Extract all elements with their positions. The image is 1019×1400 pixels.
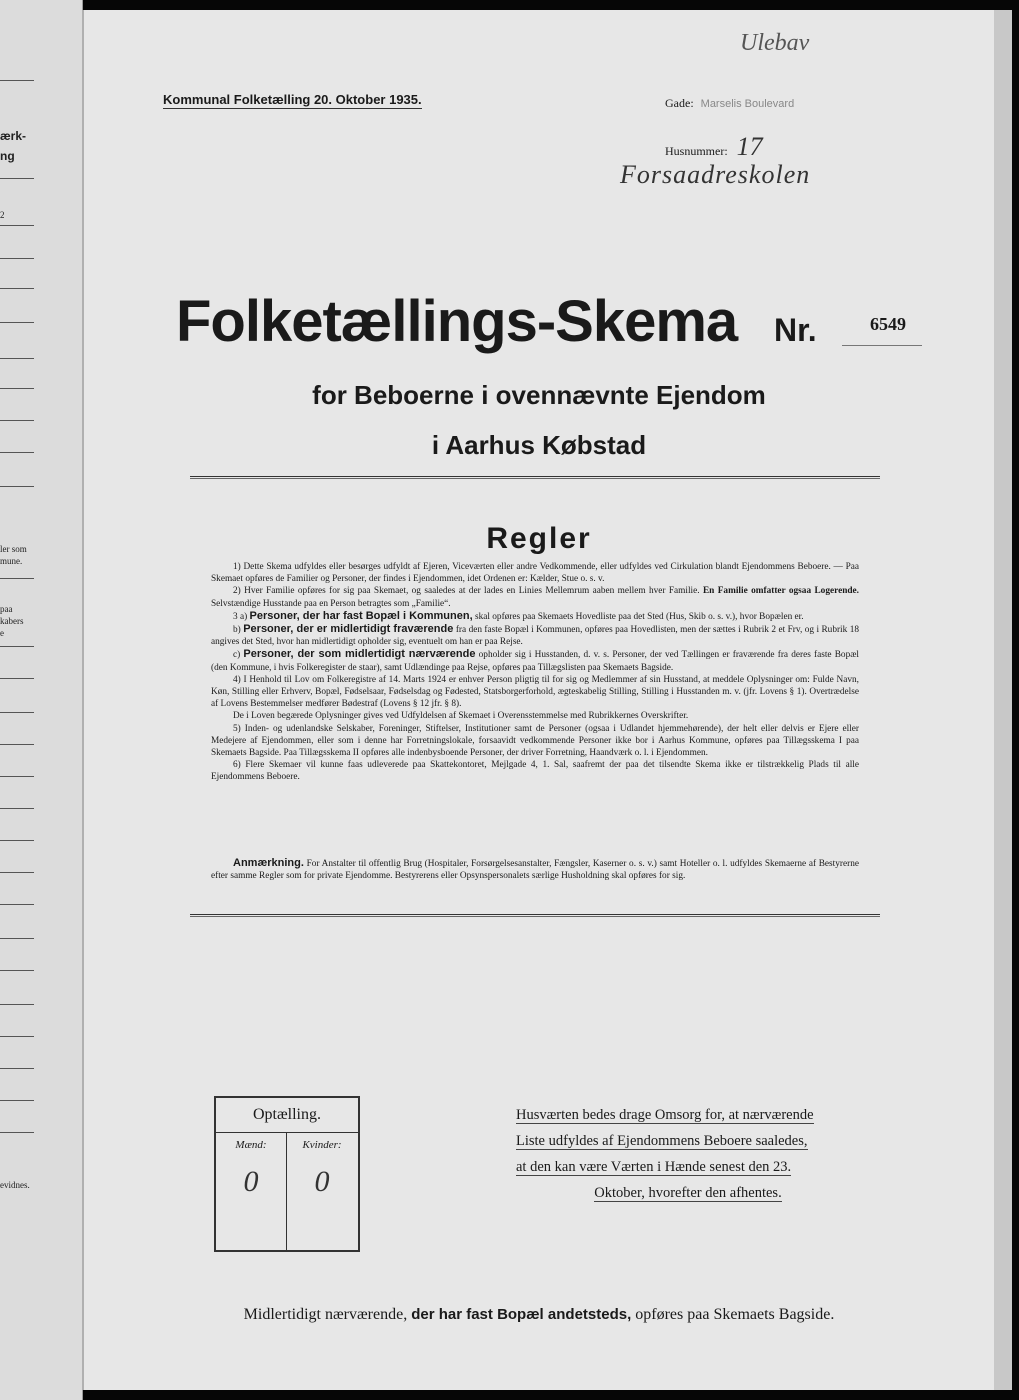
rule-2: 2) Hver Familie opføres for sig paa Skemaet, og saaledes at der lades en Linies Mellemrum aaben mellem hver Familie. En Familie omfatter ogsaa Logerende. Selvstændige Husstande paa en Person betragtes som „Familie“.	[211, 586, 859, 609]
rule-6: 6) Flere Skemaer vil kunne faas udleverede paa Skattekontoret, Mejlgade 4, 1. Sal, saafremt der paa det tilsendte Skema ikke er tilstrækkelig Plads til alle Ejendommens Beboere.	[211, 760, 859, 783]
divider	[0, 712, 34, 713]
left-fragment-text: kabers	[0, 616, 24, 626]
men-label: Mænd:	[235, 1139, 267, 1151]
left-fragment-text: ng	[0, 149, 15, 163]
rules-text	[211, 561, 859, 784]
divider	[0, 578, 34, 579]
remark	[211, 857, 859, 882]
rule-3b: b) Personer, der er midlertidigt fraværende fra den faste Bopæl i Kommunen, opføres paa Hovedlisten, men der sættes i Rubrik 2 et Frv, og i Rubrik 18 angives det Sted, hvor han midlertidigt opholder sig, eventuelt om han er paa Rejse.	[211, 623, 860, 648]
divider	[0, 420, 34, 421]
divider	[0, 225, 34, 226]
divider	[0, 322, 34, 323]
notice-line: at den kan være Værten i Hænde senest den 23.	[516, 1159, 792, 1175]
divider	[0, 872, 34, 873]
remark-heading: Anmærkning.	[233, 857, 304, 869]
divider	[0, 178, 34, 179]
divider	[0, 452, 34, 453]
rule-4b: De i Loven begærede Oplysninger gives ved Udfyldelsen af Skemaet i Overensstemmelse med Rubrikkernes Overskrifter.	[233, 711, 689, 722]
number-line	[842, 345, 922, 346]
divider	[0, 678, 34, 679]
left-fragment-text: ærk-	[0, 129, 27, 143]
footer-note: Midlertidigt nærværende, der har fast Bopæl andetsteds, opføres paa Skemaets Bagside.	[243, 1306, 835, 1323]
divider	[0, 388, 34, 389]
form-number: 6549	[870, 314, 906, 334]
divider	[0, 358, 34, 359]
landlord-notice	[516, 1102, 860, 1206]
house-number-label: Husnummer:	[665, 144, 728, 158]
rule-1: 1) Dette Skema udfyldes eller besørges udfyldt af Ejeren, Viceværten eller andre Vedkommende, eller udfyldes ved Cirkulation blandt Ejendommens Beboere. — Paa Skemaet opføres de Familier og Personer, der findes i Ejendommen, idet Ordenen er: Kælder, Stue o. s. v.	[211, 562, 859, 585]
form-subtitle-1: for Beboerne i ovennævnte Ejendom	[312, 380, 766, 410]
divider	[0, 840, 34, 841]
left-fragment-text: ler som	[0, 544, 27, 554]
house-number-field	[665, 132, 763, 162]
divider	[0, 80, 34, 81]
notice-line: Liste udfyldes af Ejendommens Beboere saaledes,	[516, 1133, 808, 1149]
notice-line: Oktober, hvorefter den afhentes.	[594, 1185, 782, 1201]
left-fragment-text: evidnes.	[0, 1180, 30, 1190]
census-header: Kommunal Folketælling 20. Oktober 1935.	[163, 92, 422, 107]
rule-3a: 3 a) Personer, der har fast Bopæl i Kommunen, skal opføres paa Skemaets Hovedliste paa det Sted (Hus, Skib o. s. v.), hvor Bopælen er.	[233, 609, 804, 622]
left-page-fragment	[0, 0, 83, 1400]
census-form-page	[82, 10, 994, 1390]
left-fragment-text: mune.	[0, 556, 23, 566]
divider	[0, 288, 34, 289]
divider	[0, 1100, 34, 1101]
divider	[0, 1132, 34, 1133]
divider	[0, 808, 34, 809]
rule-3c: c) Personer, der som midlertidigt nærværende opholder sig i Husstanden, d. v. s. Personer, der ved Tællingen er fraværende fra deres faste Bopæl (den Kommune, i hvis Folkeregister de staar), samt Udlændinge paa Rejse, opføres paa Tillægslisten paa Skemaets Bagside.	[211, 648, 860, 673]
left-fragment-text: paa	[0, 604, 13, 614]
street-value: Marselis Boulevard	[700, 98, 795, 110]
number-label: Nr.	[774, 312, 817, 348]
remark-text: For Anstalter til offentlig Brug (Hospitaler, Forsørgelsesanstalter, Fængsler, Kaserner o. s. v.) samt Hoteller o. l. udfyldes Skemaerne af Bestyrerne efter samme Regler som for private Ejendomme. Bestyrerens eller Opsynspersonalets særlige Husholdning skal opføres for sig.	[211, 859, 859, 882]
women-label: Kvinder:	[302, 1139, 342, 1151]
women-column	[287, 1133, 357, 1250]
divider	[190, 476, 880, 479]
house-number-value: 17	[736, 132, 763, 161]
divider	[0, 258, 34, 259]
street-field	[665, 96, 794, 111]
divider	[0, 646, 34, 647]
rules-heading: Regler	[486, 522, 592, 555]
page-edge	[992, 10, 1012, 1390]
divider	[0, 744, 34, 745]
divider	[0, 1004, 34, 1005]
divider	[0, 970, 34, 971]
notice-line: Husværten bedes drage Omsorg for, at nærværende	[516, 1107, 814, 1123]
divider	[0, 1068, 34, 1069]
men-count: 0	[243, 1165, 259, 1198]
left-fragment-text: 2	[0, 210, 5, 220]
divider	[190, 914, 880, 917]
divider	[0, 938, 34, 939]
women-count: 0	[314, 1165, 330, 1198]
handwritten-note-mid: Forsaadreskolen	[620, 160, 811, 189]
divider	[0, 1036, 34, 1037]
left-fragment-text: e	[0, 628, 4, 638]
rule-4: 4) I Henhold til Lov om Folkeregistre af 14. Marts 1924 er enhver Person pligtig til for sig og Medlemmer af sin Husstand, at meddele Oplysninger om: Fulde Navn, Køn, Stilling eller Erhverv, Bopæl, Fødselsaar, Fødselsdag og Fødested, Statsborgerforhold, ægteskabelig Stilling, Stilling i Husstanden m. v. (jfr. Lovens § 1). Overtrædelse af Lovens Bestemmelser medfører Bødestraf (Lovens § 12 jfr. § 8).	[211, 674, 859, 710]
handwritten-note-top: Ulebav	[740, 30, 810, 56]
rule-5: 5) Inden- og udenlandske Selskaber, Foreninger, Stiftelser, Institutioner samt de Personer (ogsaa i Udlandet hjemmehørende), der helt eller delvis er Ejere eller Medejere af Ejendommen, eller som i denne har Forretningslokale, forsaavidt vedkommende Personer ikke bor i Aarhus Kommune, opføres paa Tillægsskema I paa Skemaets Bagside. Paa Tillægsskema II opføres alle indenbysboende Personer, der driver Forretning, Haandværk o. l. i Ejendommen.	[211, 723, 859, 759]
count-box	[214, 1096, 360, 1252]
divider	[0, 486, 34, 487]
divider	[0, 776, 34, 777]
men-column	[216, 1133, 287, 1250]
street-label: Gade:	[665, 96, 694, 110]
form-title: Folketællings-Skema	[176, 289, 738, 354]
divider	[0, 904, 34, 905]
form-subtitle-2: i Aarhus Købstad	[431, 430, 647, 460]
count-title: Optælling.	[216, 1098, 358, 1133]
